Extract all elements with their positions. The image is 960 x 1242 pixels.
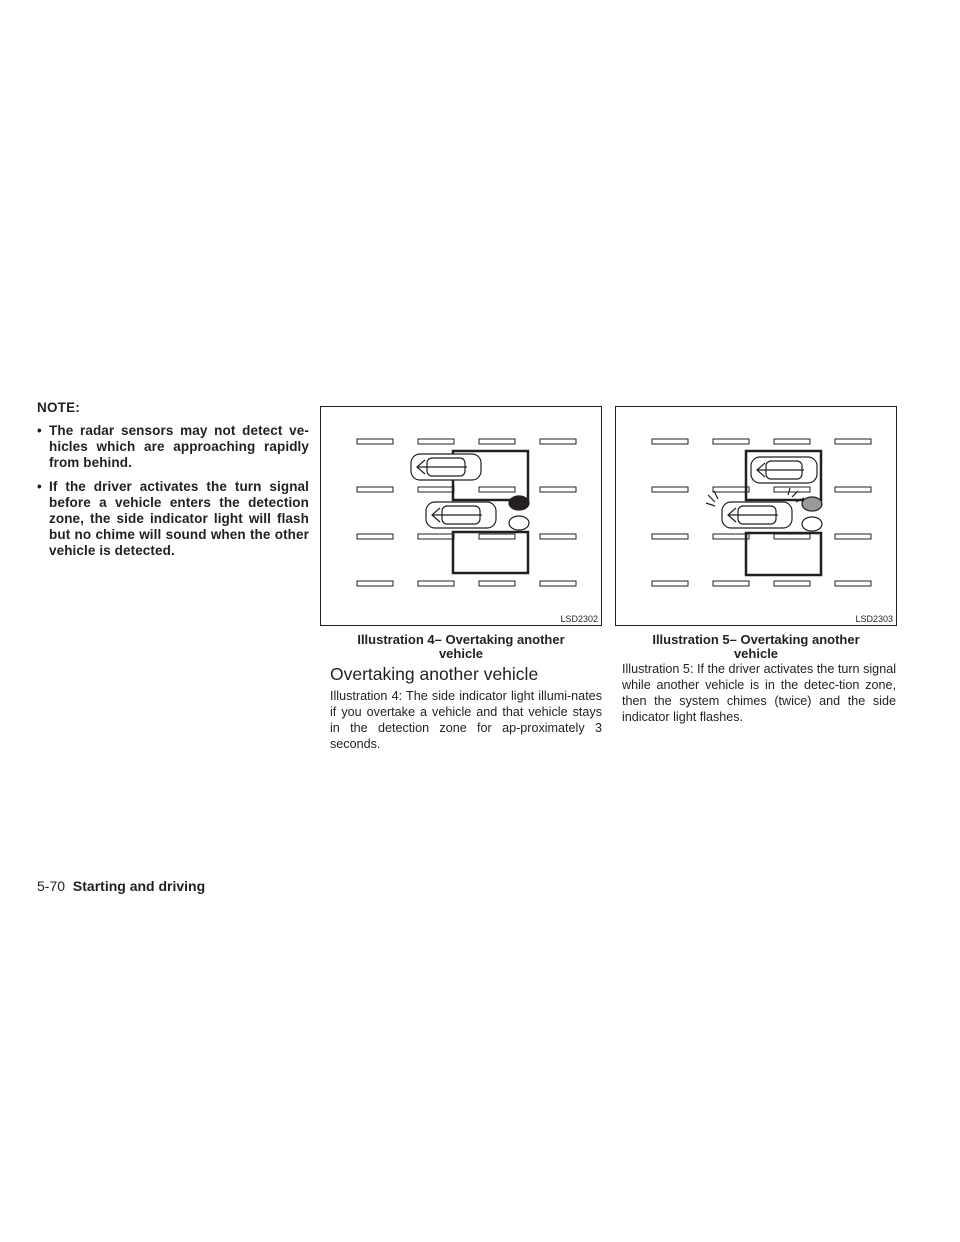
caption-line: vehicle: [438, 646, 484, 661]
illustration-4-drawing: [321, 407, 603, 627]
car-own-icon: [722, 502, 792, 528]
illustration-5-caption: [615, 633, 897, 661]
list-item: [37, 479, 309, 559]
note-section: [37, 400, 309, 567]
car-own-icon: [426, 502, 496, 528]
note-list: [37, 423, 309, 559]
page-number: 5-70: [37, 878, 66, 894]
indicator-light-off-icon: [509, 516, 529, 530]
illustration-4-caption: [320, 633, 602, 661]
note-title: NOTE:: [37, 400, 80, 415]
caption-line: Illustration 4– Overtaking another: [357, 632, 565, 647]
note-item-text: The radar sensors may not detect ve-hicles which are approaching rapidly from behind.: [49, 423, 309, 470]
list-item: [37, 423, 309, 471]
figure-code: LSD2302: [560, 614, 598, 624]
footer-section-name: Starting and driving: [72, 878, 206, 894]
caption-line: Illustration 5– Overtaking another: [652, 632, 860, 647]
figure-code: LSD2303: [855, 614, 893, 624]
illustration-5-description: Illustration 5: If the driver activates the turn signal while another vehicle is in the detec-tion zone, then the system chimes (twice) and the side indicator light flashes.: [622, 662, 896, 724]
indicator-light-off-icon: [802, 517, 822, 531]
bullet-icon: •: [37, 479, 42, 494]
note-item-text: If the driver activates the turn signal before a vehicle enters the detection zone, the side indicator light will flash but no chime will sound when the other vehicle is detected.: [49, 479, 309, 558]
page-footer: [37, 878, 205, 894]
car-overtaken-icon: [411, 454, 481, 480]
caption-line: vehicle: [733, 646, 779, 661]
car-other-icon: [751, 457, 817, 483]
illustration-5-drawing: [616, 407, 898, 627]
illustration-4: [320, 406, 602, 626]
illustration-4-description: Illustration 4: The side indicator light illumi-nates if you overtake a vehicle and that vehicle stays in the detection zone for ap-proximately 3 seconds.: [330, 689, 602, 751]
indicator-light-flashing-icon: [802, 497, 822, 511]
illustration-5: [615, 406, 897, 626]
section-title: Overtaking another vehicle: [330, 664, 539, 684]
indicator-light-lit-icon: [509, 496, 529, 510]
bullet-icon: •: [37, 423, 42, 438]
